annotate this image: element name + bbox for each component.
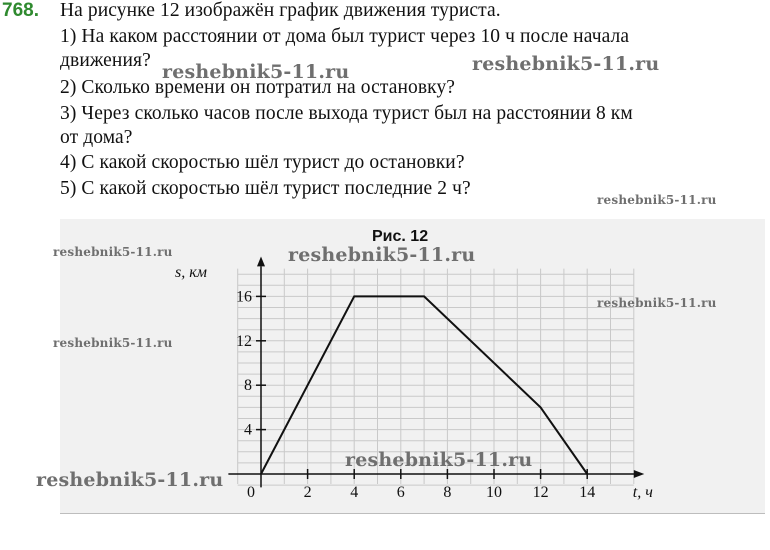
watermark: reshebnik5-11.ru	[53, 245, 173, 259]
x-axis-label: t, ч	[632, 484, 653, 501]
x-tick-label: 12	[532, 484, 549, 501]
watermark: reshebnik5-11.ru	[53, 336, 173, 350]
watermark: reshebnik5-11.ru	[162, 61, 350, 83]
y-tick-label: 16	[236, 288, 252, 306]
x-tick-label: 14	[579, 484, 596, 501]
x-axis-arrow	[634, 470, 644, 478]
watermark: reshebnik5-11.ru	[345, 449, 533, 471]
watermark: reshebnik5-11.ru	[597, 296, 717, 310]
watermark: reshebnik5-11.ru	[36, 469, 224, 491]
x-tick-label: 0	[247, 484, 255, 501]
problem-line-6: от дома?	[60, 127, 133, 148]
problem-line-3: движения?	[60, 50, 151, 71]
y-axis-arrow	[257, 256, 265, 266]
y-axis-label: s, км	[175, 264, 207, 282]
problem-line-4: 2) Сколько времени он потратил на остановку?	[60, 77, 456, 98]
watermark: reshebnik5-11.ru	[597, 193, 717, 207]
x-tick-label: 10	[486, 484, 502, 501]
x-tick-label: 4	[350, 484, 359, 501]
problem-line-5: 3) Через сколько часов после выхода турист был на расстоянии 8 км	[60, 103, 633, 124]
watermark: reshebnik5-11.ru	[288, 244, 476, 266]
problem-number: 768.	[2, 0, 39, 21]
figure-title: Рис. 12	[372, 228, 429, 245]
problem-line-1: На рисунке 12 изображён график движения туриста.	[60, 0, 501, 21]
problem-line-7: 4) С какой скоростью шёл турист до остановки?	[60, 152, 465, 173]
problem-line-8: 5) С какой скоростью шёл турист последние 2 ч?	[60, 178, 471, 199]
y-tick-label: 12	[236, 332, 252, 350]
x-tick-label: 6	[396, 484, 405, 501]
y-tick-label: 4	[244, 421, 252, 439]
x-tick-label: 2	[303, 484, 312, 501]
problem-line-2: 1) На каком расстоянии от дома был турист через 10 ч после начала	[60, 26, 630, 47]
watermark: reshebnik5-11.ru	[472, 53, 660, 75]
x-tick-label: 8	[443, 484, 452, 501]
y-tick-label: 8	[244, 377, 252, 395]
